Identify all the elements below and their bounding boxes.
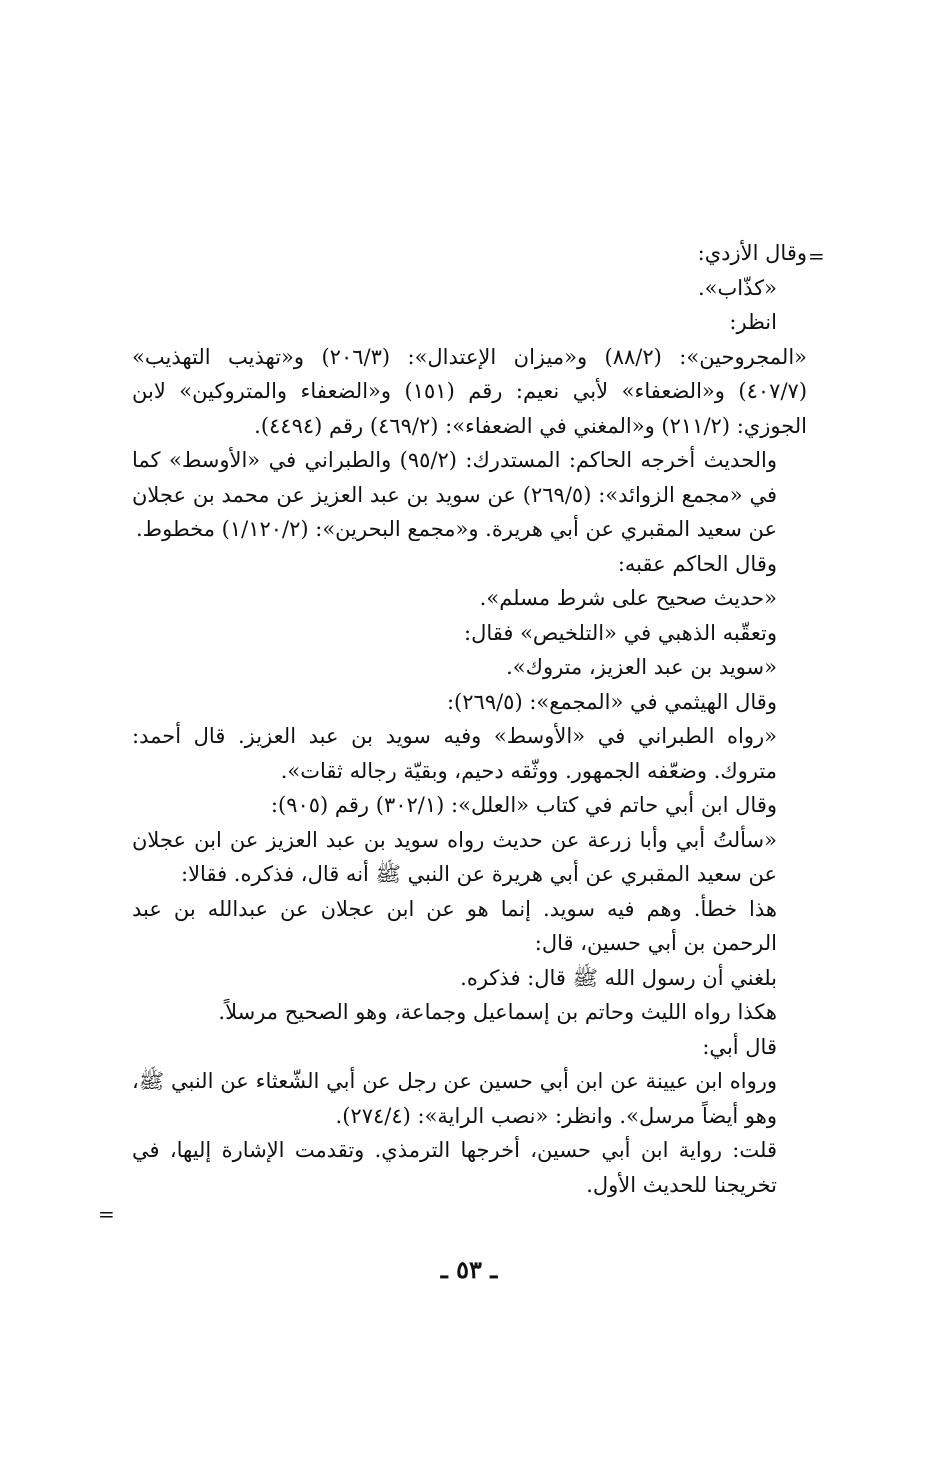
paragraph: بلغني أن رسول الله ﷺ قال: فذكره. [460, 965, 777, 990]
paragraph: قلت: رواية ابن أبي حسين، أخرجها الترمذي. وتقدمت الإشارة إليها، في تخريجنا للحديث الأول. [132, 1138, 777, 1197]
paragraph: «رواه الطبراني في «الأوسط» وفيه سويد بن عبد العزيز. قال أحمد: متروك. وضعّفه الجمهور. ووثّقه دحيم، وبقيّة رجاله ثقات». [132, 724, 777, 783]
paragraph: «سألتُ أبي وأبا زرعة عن حديث رواه سويد بن عبد العزيز عن ابن عجلان عن سعيد المقبري عن أبي هريرة عن النبي ﷺ أنه قال، فذكره. فقالا: [132, 827, 777, 886]
paragraph: قال أبي: [702, 1034, 777, 1059]
paragraph: هذا خطأ. وهم فيه سويد. إنما هو عن ابن عجلان عن عبدالله بن عبد الرحمن بن أبي حسين، قال: [132, 896, 777, 955]
paragraph: وقال ابن أبي حاتم في كتاب «العلل»: (٣٠٢/١) رقم (٩٠٥): [270, 793, 777, 817]
footnote-text [132, 236, 807, 1202]
paragraph: ورواه ابن عيينة عن ابن أبي حسين عن رجل عن أبي الشّعثاء عن النبي ﷺ، وهو أيضاً مرسل». وانظر: «نصب الراية»: (٢٧٤/٤). [132, 1069, 777, 1128]
paragraph: «سويد بن عبد العزيز، متروك». [506, 655, 777, 679]
continuation-mark-top: = [808, 244, 825, 268]
paragraph: وتعقّبه الذهبي في «التلخيص» فقال: [464, 620, 777, 645]
paragraph: «حديث صحيح على شرط مسلم». [479, 586, 777, 610]
paragraph: وقال الأزدي: [697, 241, 807, 265]
paragraph: هكذا رواه الليث وحاتم بن إسماعيل وجماعة، وهو الصحيح مرسلاً. [218, 1000, 777, 1024]
paragraph: والحديث أخرجه الحاكم: المستدرك: (٩٥/٢) والطبراني في «الأوسط» كما في «مجمع الزوائد»: (٢٦٩/٥) عن سويد بن عبد العزيز عن محمد بن عجلان عن سعيد المقبري عن أبي هريرة. و«مجمع البحرين»: (١/١٢٠/٢) مخطوط. [132, 448, 777, 541]
paragraph: «كذّاب». [698, 275, 777, 300]
paragraph: «المجروحين»: (٨٨/٢) و«ميزان الإعتدال»: (٢٠٦/٣) و«تهذيب التهذيب» (٤٠٧/٧) و«الضعفاء» لأبي نعيم: رقم (١٥١) و«الضعفاء والمتروكين» لابن الجوزي: (٢١١/٢) و«المغني في الضعفاء»: (٤٦٩/٢) رقم (٤٤٩٤). [132, 344, 808, 438]
paragraph: وقال الحاكم عقبه: [617, 551, 777, 576]
continuation-mark-bottom: = [98, 1202, 115, 1226]
paragraph: انظر: [729, 310, 777, 334]
page-number: ـ ٥٣ ـ [440, 1255, 498, 1284]
paragraph: وقال الهيثمي في «المجمع»: (٢٦٩/٥): [446, 689, 777, 714]
